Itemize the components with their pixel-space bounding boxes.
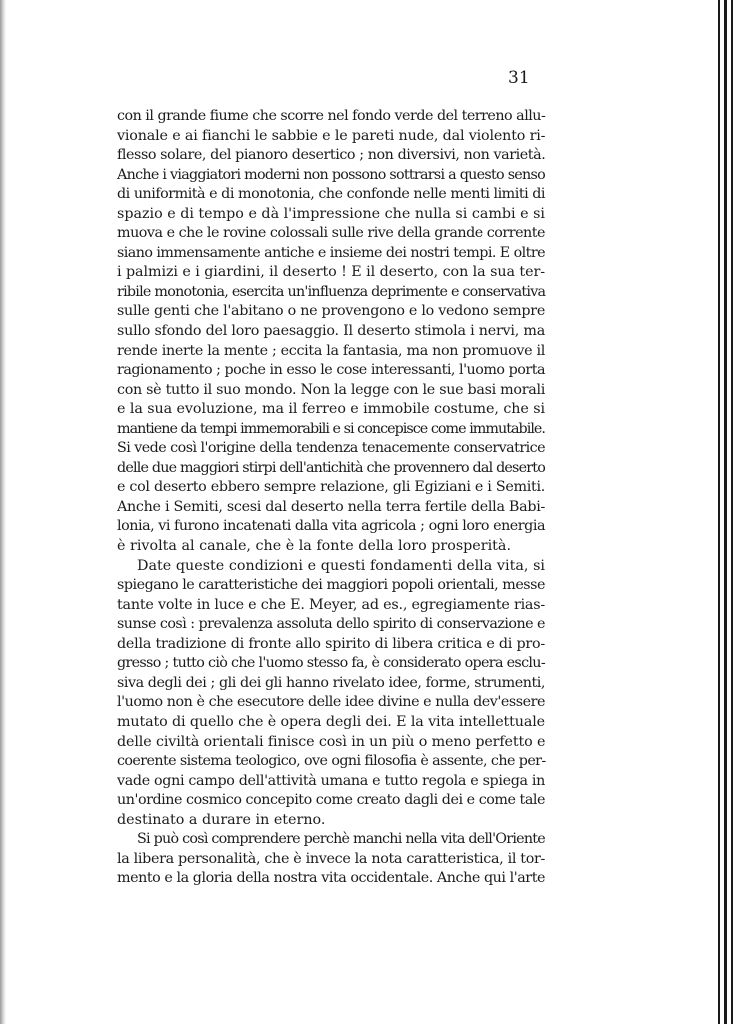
text-line: coerente sistema teologico, ove ogni filosofia è assente, che per- — [117, 753, 546, 770]
text-line: Anche i Semiti, scesi dal deserto nella terra fertile della Babi- — [117, 498, 545, 515]
text-line: è rivolta al canale, che è la fonte della loro prosperità. — [117, 538, 511, 555]
text-line: vade ogni campo dell'attività umana e tutto regola e spiega in — [117, 772, 545, 789]
text-line: vionale e ai fianchi le sabbie e le pareti nude, dal violento ri- — [117, 127, 546, 144]
text-line: la libera personalità, che è invece la nota caratteristica, il tor- — [117, 850, 545, 867]
text-line: lonia, vi furono incatenati dalla vita agricola ; ogni loro energia — [117, 518, 545, 535]
text-line: sulle genti che l'abitano o ne provengono e lo vedono sempre — [117, 303, 545, 320]
text-line: destinato a durare in eterno. — [117, 811, 326, 828]
text-line: flesso solare, del pianoro desertico ; non diversivi, non varietà. — [117, 147, 546, 164]
text-line: mento e la gloria della nostra vita occidentale. Anche qui l'arte — [117, 870, 545, 887]
text-line: siano immensamente antiche e insieme dei nostri tempi. E oltre — [117, 244, 545, 261]
text-line: spiegano le caratteristiche dei maggiori popoli orientali, messe — [117, 577, 545, 594]
text-line: gresso ; tutto ciò che l'uomo stesso fa, è considerato opera esclu- — [117, 655, 545, 672]
text-line: ribile monotonia, esercita un'influenza deprimente e conservativa — [117, 283, 546, 300]
text-line: tante volte in luce e che E. Meyer, ad es., egregiamente rias- — [117, 596, 545, 613]
text-line: ragionamento ; poche in esso le cose interessanti, l'uomo porta — [117, 362, 545, 379]
text-line: con il grande fiume che scorre nel fondo verde del terreno allu- — [117, 108, 546, 124]
text-line: siva degli dei ; gli dei gli hanno rivelato idee, forme, strumenti, — [117, 674, 545, 691]
text-line: Si vede così l'origine della tendenza tenacemente conservatrice — [117, 440, 545, 457]
text-line: i palmizi e i giardini, il deserto ! E il deserto, con la sua ter- — [117, 264, 545, 281]
scan-edge-line — [724, 0, 727, 1024]
text-line: Date queste condizioni e questi fondamenti della vita, si — [137, 557, 545, 574]
text-line: mantiene da tempi immemorabili e si concepisce come immutabile. — [117, 420, 545, 437]
text-line: Si può così comprendere perchè manchi nella vita dell'Oriente — [137, 831, 546, 848]
scan-edge-line — [731, 0, 733, 1024]
text-line: un'ordine cosmico concepito come creato dagli dei e come tale — [117, 792, 545, 809]
text-line: spazio e di tempo e dà l'impressione che nulla si cambi e si — [117, 205, 545, 222]
text-line: sunse così : prevalenza assoluta dello spirito di conservazione e — [117, 616, 545, 633]
text-line: delle due maggiori stirpi dell'antichità che provennero dal deserto — [117, 459, 545, 476]
text-line: delle civiltà orientali finisce così in un più o meno perfetto e — [117, 733, 546, 750]
text-line: con sè tutto il suo mondo. Non la legge con le sue basi morali — [117, 381, 545, 398]
text-line: Anche i viaggiatori moderni non possono sottrarsi a questo senso — [117, 166, 545, 183]
page-number: 31 — [508, 68, 530, 88]
scan-right-edge — [716, 0, 738, 1024]
text-line: muova e che le rovine colossali sulle rive della grande corrente — [117, 225, 545, 242]
text-line: e col deserto ebbero sempre relazione, gli Egiziani e i Semiti. — [117, 479, 545, 496]
text-line: e la sua evoluzione, ma il ferreo e immobile costume, che si — [117, 401, 545, 418]
text-line: della tradizione di fronte allo spirito di libera critica e di pro- — [117, 635, 545, 652]
text-line: rende inerte la mente ; eccita la fantasia, ma non promuove il — [117, 342, 545, 359]
scan-edge-line — [718, 0, 720, 1024]
text-line: l'uomo non è che esecutore delle idee divine e nulla dev'essere — [117, 694, 545, 711]
scan-left-edge — [0, 0, 6, 1024]
text-line: sullo sfondo del loro paesaggio. Il deserto stimola i nervi, ma — [117, 323, 545, 340]
body-text — [117, 107, 545, 889]
text-line: mutato di quello che è opera degli dei. E la vita intellettuale — [117, 713, 545, 730]
text-line: di uniformità e di monotonia, che confonde nelle menti limiti di — [117, 186, 545, 203]
